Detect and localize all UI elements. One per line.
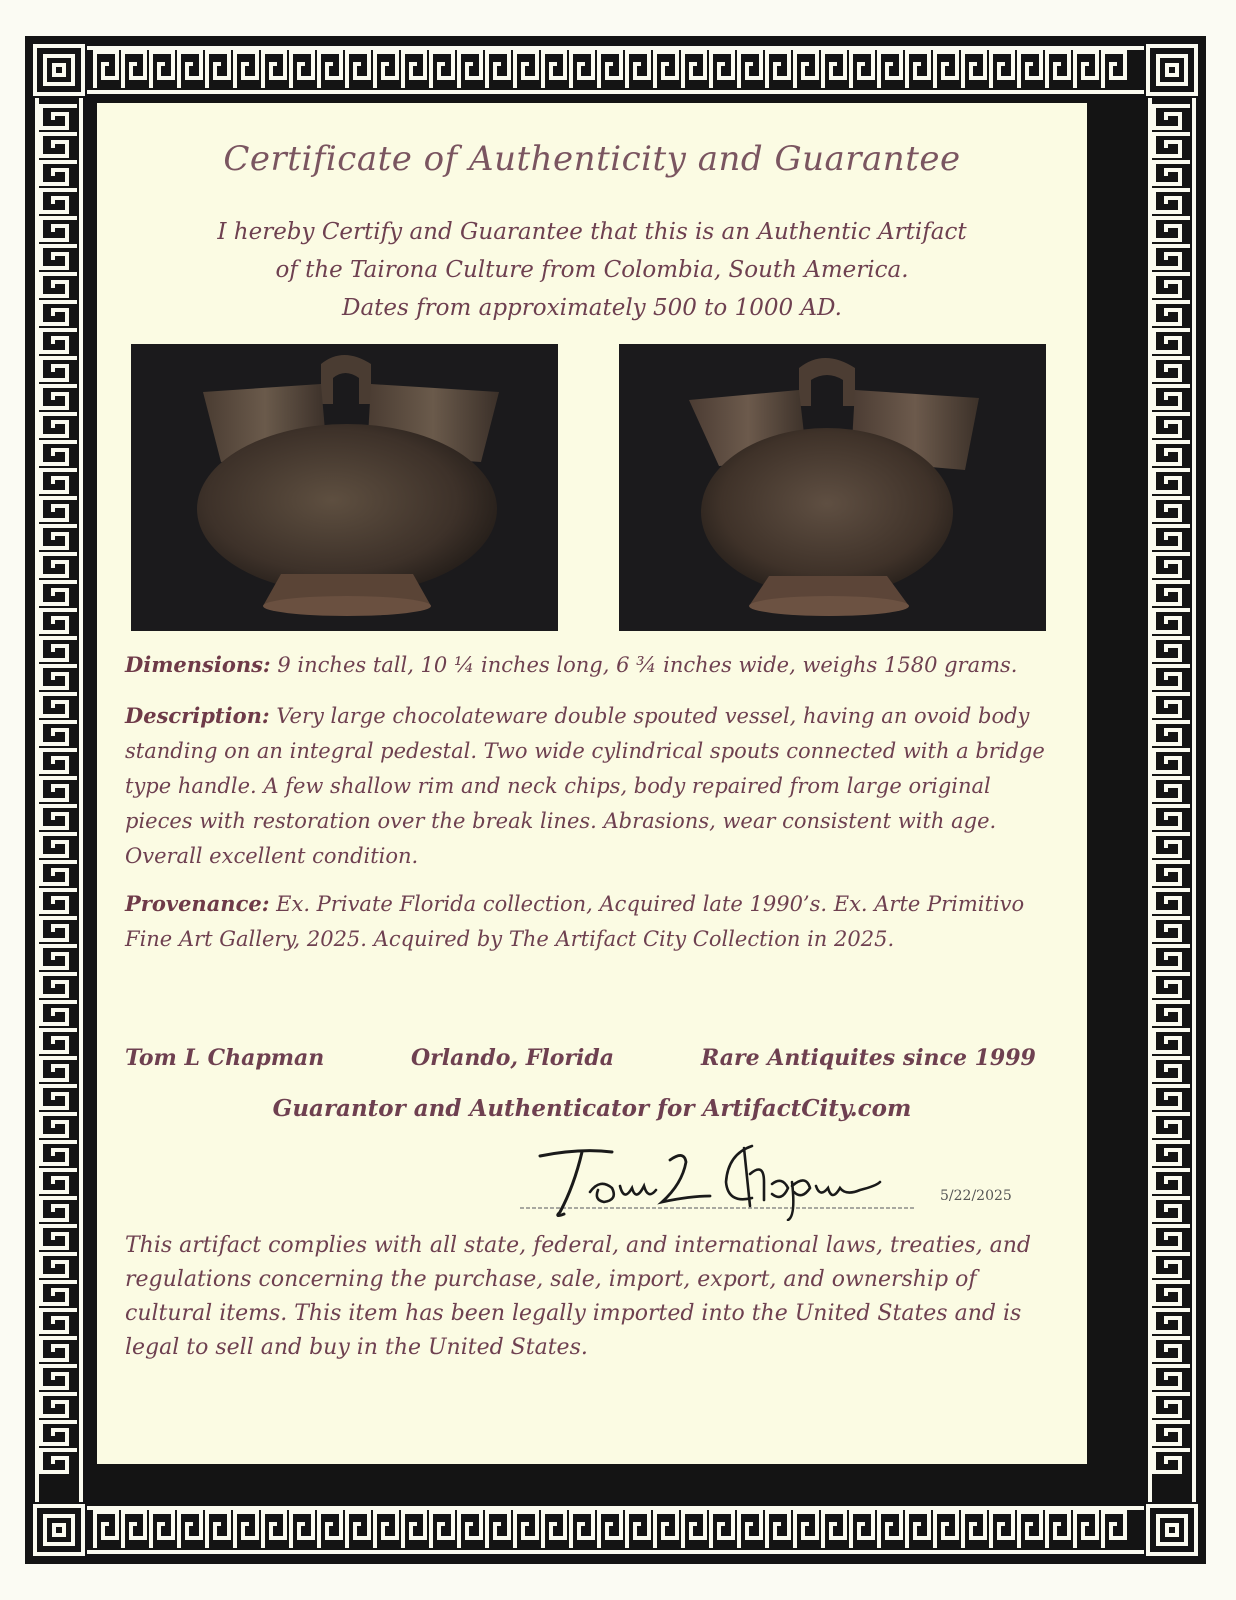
description-label: Description:: [125, 703, 270, 728]
description-section: [125, 698, 1060, 874]
certificate-title: Certificate of Authenticity and Guarantee: [223, 139, 961, 179]
description-value: Very large chocolateware double spouted vessel, having an ovoid body standing on an integral pedestal. Two wide cylindrical spouts connected with a bridge type handle. A few shallow rim and neck chips, body repaired from large original pieces with restoration over the break lines. Abrasions, wear consistent with age. Overall excellent condition.: [125, 704, 1045, 868]
intro-line: Dates from approximately 500 to 1000 AD.: [342, 295, 842, 321]
provenance-label: Provenance:: [125, 891, 270, 916]
signature-date: 5/22/2025: [940, 1188, 1012, 1204]
guarantor-line: Guarantor and Authenticator for ArtifactCity.com: [272, 1095, 912, 1122]
intro-line: I hereby Certify and Guarantee that this is an Authentic Artifact: [217, 219, 967, 245]
vessel-image: [131, 344, 558, 631]
signer-tagline: Rare Antiquites since 1999: [701, 1045, 1036, 1071]
certificate-content: [95, 101, 1089, 1466]
provenance-section: [125, 886, 1060, 957]
provenance-value: Ex. Private Florida collection, Acquired late 1990’s. Ex. Arte Primitivo Fine Art Gallery, 2025. Acquired by The Artifact City Collection in 2025.: [125, 892, 1025, 951]
dimensions-value: 9 inches tall, 10 ¼ inches long, 6 ¾ inches wide, weighs 1580 grams.: [277, 653, 1018, 677]
artifact-photo-front: [131, 344, 558, 631]
dimensions-section: [125, 647, 1060, 683]
intro-line: of the Tairona Culture from Colombia, South America.: [275, 257, 909, 283]
signer-location: Orlando, Florida: [411, 1045, 614, 1071]
signer-name: Tom L Chapman: [125, 1045, 325, 1071]
handwritten-signature: [520, 1126, 920, 1221]
dimensions-label: Dimensions:: [125, 652, 271, 677]
legal-compliance-statement: This artifact complies with all state, federal, and international laws, treaties, and regulations concerning the purchase, sale, import, export, and ownership of cultural items. This item has been legally imported into the United States and is legal to sell and buy in the United States.: [125, 1233, 1031, 1360]
certification-statement: [95, 213, 1089, 327]
artifact-photo-side: [619, 344, 1046, 631]
vessel-image: [619, 344, 1046, 631]
